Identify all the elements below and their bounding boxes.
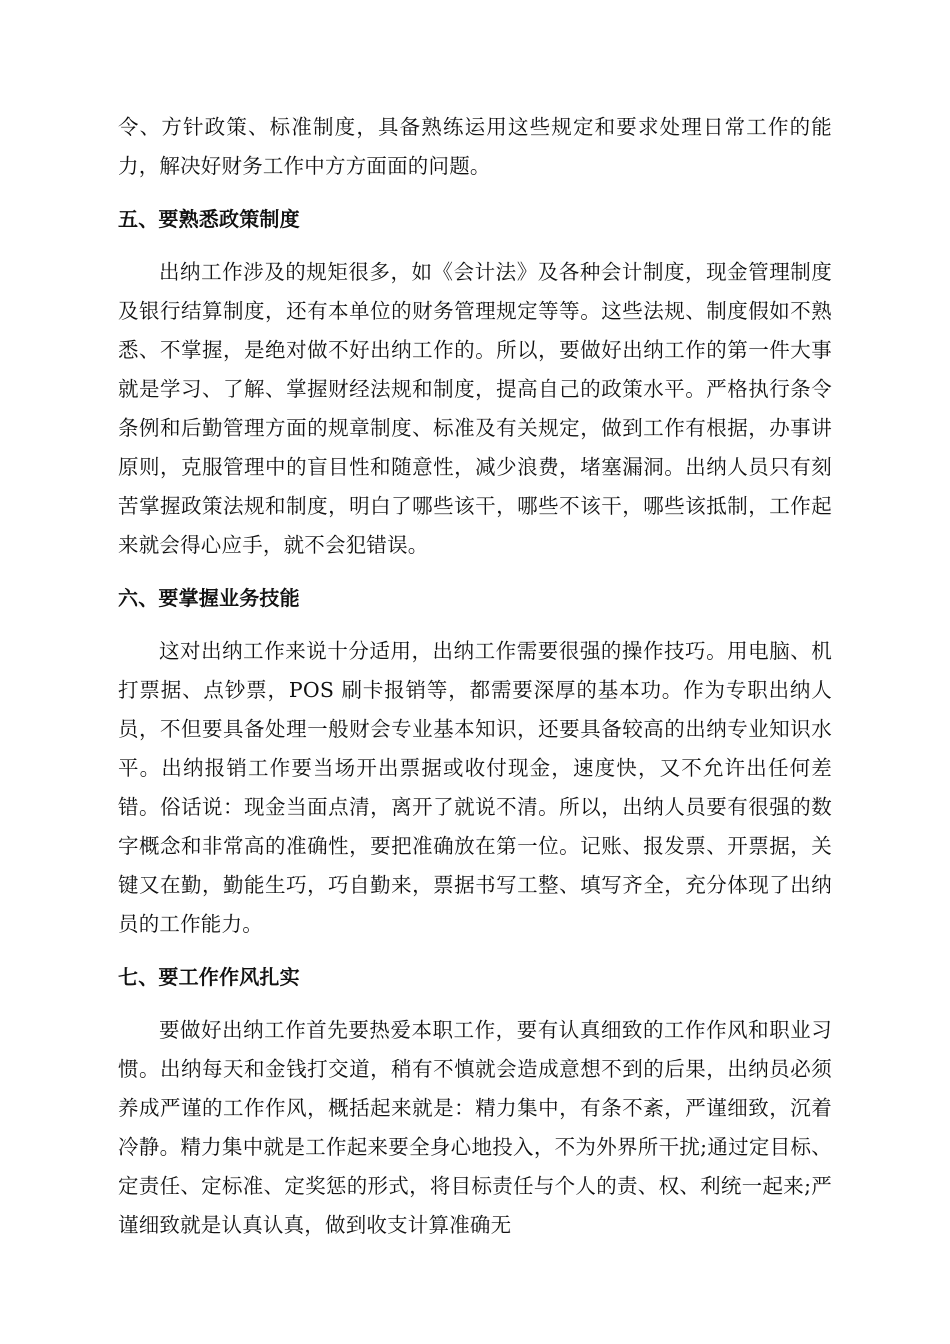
document-body (118, 108, 832, 1245)
section-body-5: 出纳工作涉及的规矩很多，如《会计法》及各种会计制度，现金管理制度及银行结算制度，还有本单位的财务管理规定等等。这些法规、制度假如不熟悉、不掌握，是绝对做不好出纳工作的。所以，要做好出纳工作的第一件大事就是学习、了解、掌握财经法规和制度，提高自己的政策水平。严格执行条令条例和后勤管理方面的规章制度、标准及有关规定，做到工作有根据，办事讲原则，克服管理中的盲目性和随意性，减少浪费，堵塞漏洞。出纳人员只有刻苦掌握政策法规和制度，明白了哪些该干，哪些不该干，哪些该抵制，工作起来就会得心应手，就不会犯错误。 (118, 260, 832, 557)
intro-paragraph: 令、方针政策、标准制度，具备熟练运用这些规定和要求处理日常工作的能力，解决好财务工作中方方面面的问题。 (118, 115, 832, 178)
section-body-6: 这对出纳工作来说十分适用，出纳工作需要很强的操作技巧。用电脑、机打票据、点钞票，POS 刷卡报销等，都需要深厚的基本功。作为专职出纳人员，不但要具备处理一般财会专业基本知识，还要具备较高的出纳专业知识水平。出纳报销工作要当场开出票据或收付现金，速度快，又不允许出任何差错。俗话说：现金当面点清，离开了就说不清。所以，出纳人员要有很强的数字概念和非常高的准确性，要把准确放在第一位。记账、报发票、开票据，关键又在勤，勤能生巧，巧自勤来，票据书写工整、填写齐全，充分体现了出纳员的工作能力。 (118, 639, 832, 936)
section-heading-7: 七、要工作作风扎实 (118, 965, 300, 989)
section-heading-5: 五、要熟悉政策制度 (118, 207, 300, 231)
section-heading-6: 六、要掌握业务技能 (118, 586, 300, 610)
section-body-7: 要做好出纳工作首先要热爱本职工作，要有认真细致的工作作风和职业习惯。出纳每天和金钱打交道，稍有不慎就会造成意想不到的后果，出纳员必须养成严谨的工作作风，概括起来就是：精力集中，有条不紊，严谨细致，沉着冷静。精力集中就是工作起来要全身心地投入，不为外界所干扰;通过定目标、定责任、定标准、定奖惩的形式，将目标责任与个人的责、权、利统一起来;严谨细致就是认真认真，做到收支计算准确无 (118, 1018, 832, 1237)
